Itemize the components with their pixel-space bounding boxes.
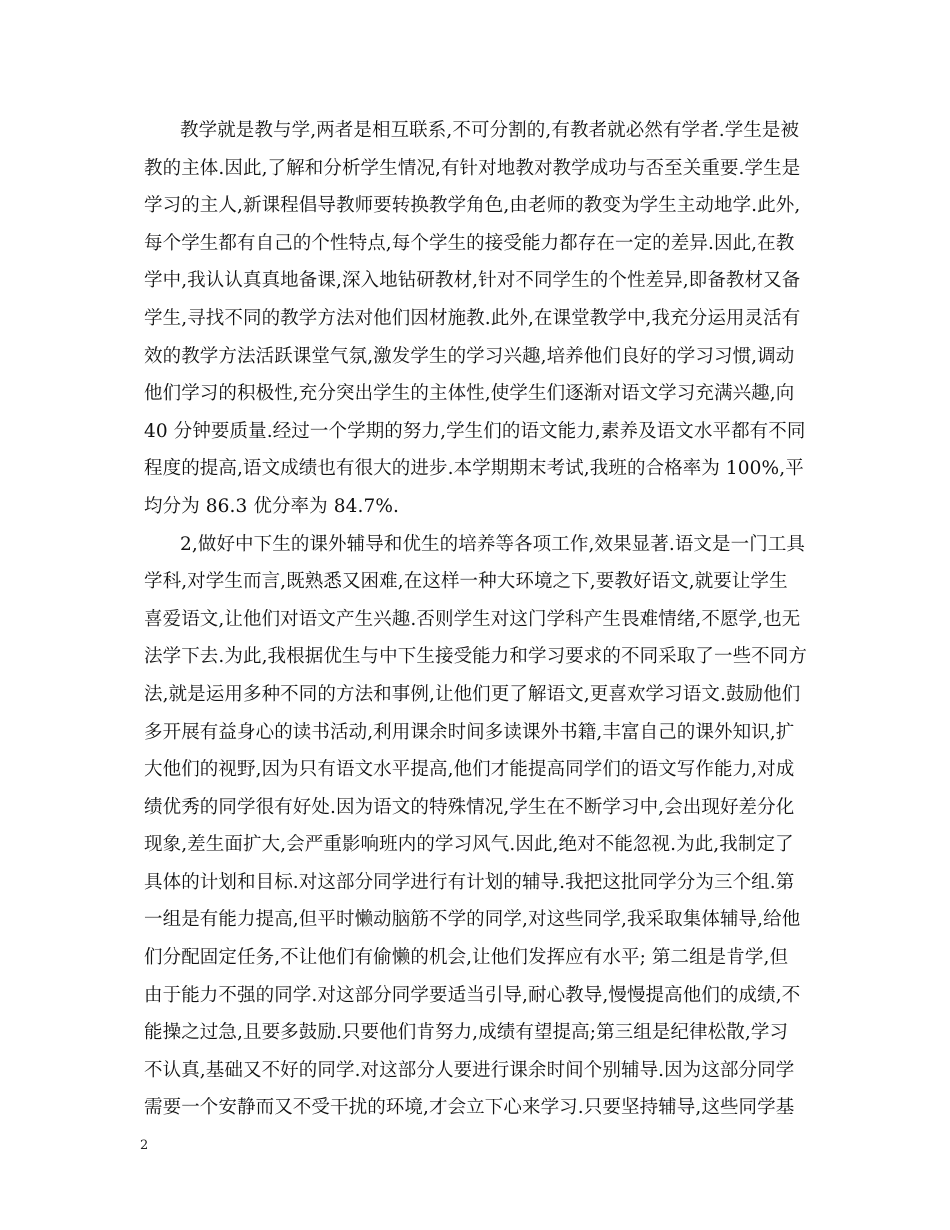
text-line: 需要一个安静而又不受干扰的环境,才会立下心来学习.只要坚持辅导,这些同学基 — [144, 1097, 795, 1119]
body-text — [144, 112, 810, 1127]
text-line: 一组是有能力提高,但平时懒动脑筋不学的同学,对这些同学,我采取集体辅导,给他 — [144, 909, 801, 931]
text-line: 喜爱语文,让他们对语文产生兴趣.否则学生对这门学科产生畏难情绪,不愿学,也无 — [144, 608, 801, 630]
text-line: 教学就是教与学,两者是相互联系,不可分割的,有教者就必然有学者.学生是被 — [180, 120, 800, 141]
text-line: 大他们的视野,因为只有语文水平提高,他们才能提高同学们的语文写作能力,对成 — [144, 759, 795, 781]
text-line: 多开展有益身心的读书活动,利用课余时间多读课外书籍,丰富自己的课外知识,扩 — [144, 721, 795, 743]
text-line: 现象,差生面扩大,会严重影响班内的学习风气.因此,绝对不能忽视.为此,我制定了 — [144, 834, 794, 856]
text-line: 程度的提高,语文成绩也有很大的进步.本学期期末考试,我班的合格率为 100%,平 — [144, 458, 804, 480]
text-line: 每个学生都有自己的个性特点,每个学生的接受能力都存在一定的差异.因此,在教 — [144, 232, 795, 254]
text-line: 法,就是运用多种不同的方法和事例,让他们更了解语文,更喜欢学习语文.鼓励他们 — [144, 683, 801, 705]
text-line: 教的主体.因此,了解和分析学生情况,有针对地教对教学成功与否至关重要.学生是 — [144, 157, 801, 179]
text-line: 2,做好中下生的课外辅导和优生的培养等各项工作,效果显著.语文是一门工具 — [180, 533, 806, 555]
text-line: 具体的计划和目标.对这部分同学进行有计划的辅导.我把这批同学分为三个组.第 — [144, 871, 795, 893]
text-line: 效的教学方法活跃课堂气氛,激发学生的学习兴趣,培养他们良好的学习习惯,调动 — [144, 345, 795, 367]
text-line: 能操之过急,且要多鼓励.只要他们肯努力,成绩有望提高;第三组是纪律松散,学习 — [144, 1022, 789, 1044]
text-line: 学习的主人,新课程倡导教师要转换教学角色,由老师的教变为学生主动地学.此外, — [144, 195, 801, 217]
page-number: 2 — [140, 1138, 149, 1153]
paragraph-1 — [144, 112, 810, 526]
text-line: 学中,我认认真真地备课,深入地钻研教材,针对不同学生的个性差异,即备教材又备 — [144, 270, 801, 292]
text-line: 学科,对学生而言,既熟悉又困难,在这样一种大环境之下,要教好语文,就要让学生 — [144, 571, 788, 593]
text-line: 法学下去.为此,我根据优生与中下生接受能力和学习要求的不同采取了一些不同方 — [144, 646, 807, 668]
text-line: 40 分钟要质量.经过一个学期的努力,学生们的语文能力,素养及语文水平都有不同 — [144, 420, 806, 442]
text-line: 均分为 86.3 优分率为 84.7%. — [144, 495, 399, 517]
paragraph-2 — [144, 526, 810, 1128]
text-line: 不认真,基础又不好的同学.对这部分人要进行课余时间个别辅导.因为这部分同学 — [144, 1059, 795, 1081]
text-line: 他们学习的积极性,充分突出学生的主体性,使学生们逐渐对语文学习充满兴趣,向 — [144, 383, 795, 405]
text-line: 绩优秀的同学很有好处.因为语文的特殊情况,学生在不断学习中,会出现好差分化 — [144, 796, 795, 818]
text-line: 们分配固定任务,不让他们有偷懒的机会,让他们发挥应有水平; 第二组是肯学,但 — [144, 947, 789, 969]
text-line: 学生,寻找不同的教学方法对他们因材施教.此外,在课堂教学中,我充分运用灵活有 — [144, 307, 801, 329]
text-line: 由于能力不强的同学.对这部分同学要适当引导,耐心教导,慢慢提高他们的成绩,不 — [144, 984, 801, 1006]
